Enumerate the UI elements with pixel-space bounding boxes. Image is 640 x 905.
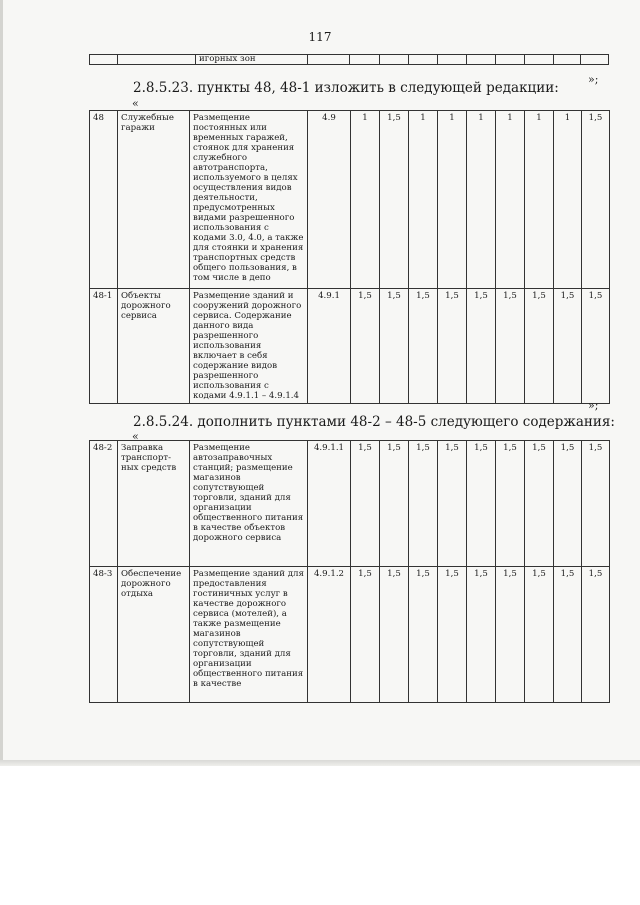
coefficient-cell: 1	[554, 111, 582, 289]
continuation-table	[89, 54, 609, 65]
coefficient-cell: 1,5	[582, 567, 610, 703]
opening-quote-1: «	[132, 97, 139, 110]
land-use-code-cell: 4.9.1.2	[308, 567, 351, 703]
coefficient-cell: 1,5	[351, 567, 380, 703]
coefficient-cell: 1,5	[409, 289, 438, 404]
table-cell	[496, 55, 525, 65]
land-use-description-cell: Размещение зданий и сооружений дорожного сервиса. Содержание данного вида разрешенного использования включает в себя содержание видов разрешенного использования с кодами 4.9.1.1 – 4.9.1.4	[190, 289, 308, 404]
coefficient-cell: 1,5	[438, 567, 467, 703]
coefficient-cell: 1,5	[554, 567, 582, 703]
table-cell	[554, 55, 581, 65]
row-number-cell: 48	[90, 111, 118, 289]
coefficient-cell: 1,5	[554, 289, 582, 404]
table-cell	[525, 55, 554, 65]
table-cell	[409, 55, 438, 65]
table-cell	[581, 55, 609, 65]
land-use-table-2	[89, 440, 610, 703]
coefficient-cell: 1,5	[380, 567, 409, 703]
coefficient-cell: 1,5	[582, 289, 610, 404]
coefficient-cell: 1,5	[554, 441, 582, 567]
coefficient-cell: 1,5	[438, 441, 467, 567]
table-cell	[90, 55, 118, 65]
opening-quote-2: «	[132, 430, 139, 443]
coefficient-cell: 1,5	[467, 289, 496, 404]
land-use-code-cell: 4.9.1	[308, 289, 351, 404]
coefficient-cell: 1,5	[438, 289, 467, 404]
table-cell	[118, 55, 196, 65]
land-use-name-cell: Заправка транспорт-ных средств	[118, 441, 190, 567]
table-cell	[467, 55, 496, 65]
coefficient-cell: 1,5	[582, 111, 610, 289]
coefficient-cell: 1,5	[351, 289, 380, 404]
closing-quote-2: »;	[588, 399, 599, 412]
coefficient-cell: 1,5	[496, 567, 525, 703]
coefficient-cell: 1,5	[467, 441, 496, 567]
table-cell: игорных зон	[196, 55, 308, 65]
coefficient-cell: 1,5	[496, 289, 525, 404]
table-row	[90, 55, 609, 65]
section-heading-2-8-5-23: 2.8.5.23. пункты 48, 48-1 изложить в следующей редакции:	[133, 80, 559, 96]
table-row	[90, 441, 610, 567]
coefficient-cell: 1	[351, 111, 380, 289]
table-cell	[380, 55, 409, 65]
land-use-description-cell: Размещение зданий для предоставления гостиничных услуг в качестве дорожного сервиса (мотелей), а также размещение магазинов сопутствующей торговли, зданий для организации общественного питания в качестве	[190, 567, 308, 703]
coefficient-cell: 1,5	[380, 111, 409, 289]
coefficient-cell: 1,5	[525, 289, 554, 404]
land-use-description-cell: Размещение постоянных или временных гаражей, стоянок для хранения служебного автотранспорта, используемого в целях осуществления видов деятельности, предусмотренных видами разрешенного использования с кодами 3.0, 4.0, а также для стоянки и хранения транспортных средств общего пользования, в том числе в депо	[190, 111, 308, 289]
row-number-cell: 48-2	[90, 441, 118, 567]
coefficient-cell: 1	[409, 111, 438, 289]
land-use-table-1	[89, 110, 610, 404]
coefficient-cell: 1	[525, 111, 554, 289]
coefficient-cell: 1,5	[409, 441, 438, 567]
land-use-description-cell: Размещение автозаправочных станций; размещение магазинов сопутствующей торговли, зданий для организации общественного питания в качестве объектов дорожного сервиса	[190, 441, 308, 567]
land-use-code-cell: 4.9	[308, 111, 351, 289]
table-cell	[438, 55, 467, 65]
coefficient-cell: 1,5	[496, 441, 525, 567]
closing-quote-1: »;	[588, 73, 599, 86]
land-use-code-cell: 4.9.1.1	[308, 441, 351, 567]
coefficient-cell: 1,5	[525, 567, 554, 703]
coefficient-cell: 1,5	[351, 441, 380, 567]
coefficient-cell: 1,5	[467, 567, 496, 703]
coefficient-cell: 1,5	[582, 441, 610, 567]
land-use-name-cell: Обеспечение дорожного отдыха	[118, 567, 190, 703]
coefficient-cell: 1	[496, 111, 525, 289]
coefficient-cell: 1	[438, 111, 467, 289]
page-left-edge	[0, 0, 3, 765]
table-row	[90, 111, 610, 289]
page-bottom-edge	[0, 760, 640, 766]
coefficient-cell: 1,5	[380, 441, 409, 567]
table-cell	[308, 55, 350, 65]
table-row	[90, 289, 610, 404]
table-cell	[350, 55, 380, 65]
section-heading-2-8-5-24: 2.8.5.24. дополнить пунктами 48-2 – 48-5 следующего содержания:	[133, 414, 615, 430]
coefficient-cell: 1,5	[380, 289, 409, 404]
table-row	[90, 567, 610, 703]
coefficient-cell: 1,5	[409, 567, 438, 703]
coefficient-cell: 1	[467, 111, 496, 289]
land-use-name-cell: Объекты дорожного сервиса	[118, 289, 190, 404]
land-use-name-cell: Служебные гаражи	[118, 111, 190, 289]
row-number-cell: 48-3	[90, 567, 118, 703]
row-number-cell: 48-1	[90, 289, 118, 404]
page-number: 117	[308, 30, 332, 44]
coefficient-cell: 1,5	[525, 441, 554, 567]
